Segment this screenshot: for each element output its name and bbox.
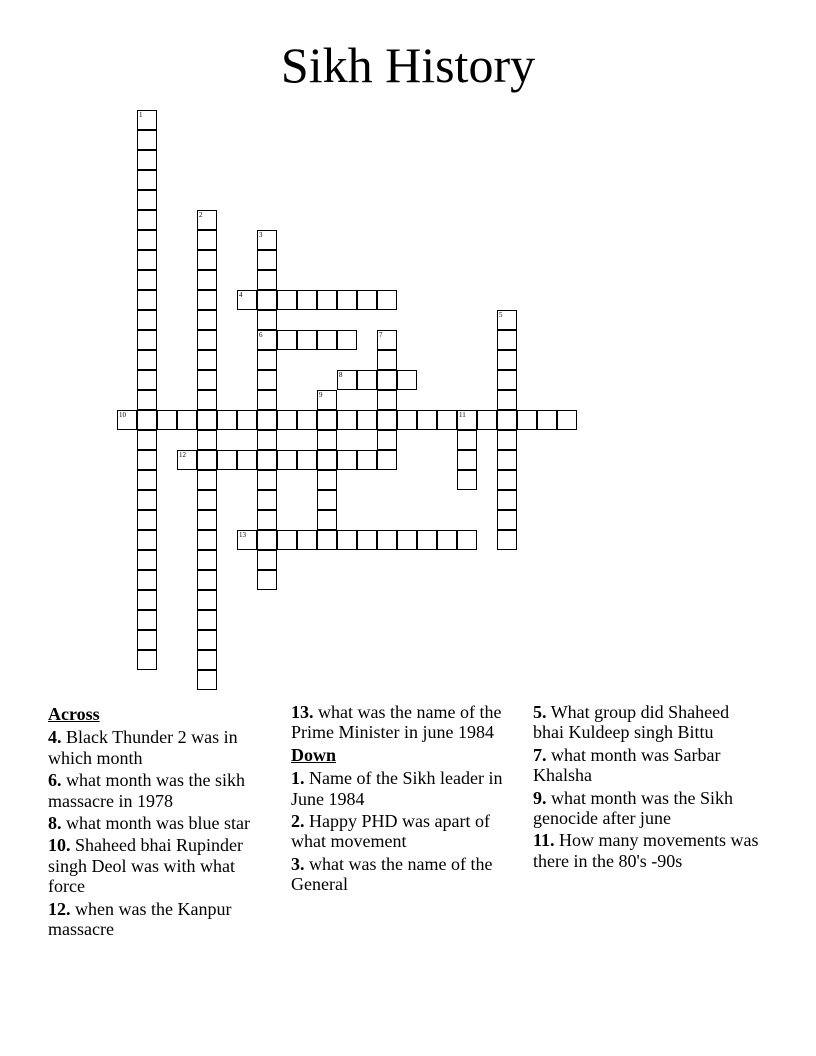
clue-item [48, 770, 276, 811]
clue-text: what month was the Sikh genocide after june [533, 787, 733, 829]
grid-cell[interactable] [457, 450, 477, 470]
grid-cell[interactable] [257, 270, 277, 290]
grid-cell[interactable] [197, 650, 217, 670]
grid-cell[interactable] [257, 310, 277, 330]
clue-text: what month was Sarbar Khalsha [533, 744, 721, 786]
grid-cell[interactable] [277, 450, 297, 470]
grid-cell[interactable] [497, 310, 517, 330]
grid-cell[interactable] [137, 250, 157, 270]
grid-cell[interactable] [257, 450, 277, 470]
clues-column-3 [533, 702, 761, 873]
grid-cell[interactable] [357, 370, 377, 390]
clue-text: what was the name of the General [291, 853, 493, 895]
grid-cell[interactable] [497, 490, 517, 510]
grid-cell[interactable] [197, 530, 217, 550]
grid-cell[interactable] [317, 450, 337, 470]
clue-text: Shaheed bhai Rupinder singh Deol was with what force [48, 835, 243, 897]
grid-cell[interactable] [137, 230, 157, 250]
clue-text: Black Thunder 2 was in which month [48, 727, 238, 768]
grid-cell[interactable] [137, 350, 157, 370]
grid-cell[interactable] [237, 290, 257, 310]
grid-cell[interactable] [197, 450, 217, 470]
grid-cell[interactable] [257, 390, 277, 410]
grid-cell[interactable] [377, 350, 397, 370]
grid-cell[interactable] [357, 530, 377, 550]
grid-cell[interactable] [317, 430, 337, 450]
clue-number-label: 6 [259, 331, 263, 339]
clue-number-label: 1 [139, 111, 143, 119]
grid-cell[interactable] [137, 610, 157, 630]
grid-cell[interactable] [137, 450, 157, 470]
clue-number-label: 7 [379, 331, 383, 339]
grid-cell[interactable] [137, 130, 157, 150]
grid-cell[interactable] [197, 630, 217, 650]
grid-cell[interactable] [137, 290, 157, 310]
grid-cell[interactable] [197, 670, 217, 690]
grid-cell[interactable] [137, 490, 157, 510]
grid-cell[interactable] [137, 270, 157, 290]
grid-cell[interactable] [277, 530, 297, 550]
clue-item [533, 745, 761, 786]
grid-cell[interactable] [497, 430, 517, 450]
clue-item [48, 899, 276, 940]
grid-cell[interactable] [257, 370, 277, 390]
grid-cell[interactable] [197, 230, 217, 250]
grid-cell[interactable] [237, 530, 257, 550]
grid-cell[interactable] [237, 410, 257, 430]
grid-cell[interactable] [357, 290, 377, 310]
grid-cell[interactable] [137, 150, 157, 170]
grid-cell[interactable] [377, 390, 397, 410]
clue-number-label: 11 [459, 411, 466, 419]
grid-cell[interactable] [257, 530, 277, 550]
grid-cell[interactable] [377, 370, 397, 390]
clue-number-label: 8 [339, 371, 343, 379]
clue-number-label: 9 [319, 391, 323, 399]
grid-cell[interactable] [257, 430, 277, 450]
grid-cell[interactable] [337, 410, 357, 430]
clue-number: 12. [48, 898, 71, 919]
grid-cell[interactable] [137, 390, 157, 410]
grid-cell[interactable] [337, 370, 357, 390]
grid-cell[interactable] [377, 530, 397, 550]
grid-cell[interactable] [377, 410, 397, 430]
grid-cell[interactable] [497, 390, 517, 410]
grid-cell[interactable] [277, 410, 297, 430]
clue-number: 11. [533, 830, 555, 851]
clue-number: 13. [291, 702, 314, 722]
grid-cell[interactable] [137, 550, 157, 570]
grid-cell[interactable] [337, 530, 357, 550]
clue-number-label: 3 [259, 231, 263, 239]
clue-text: How many movements was there in the 80's -90s [533, 830, 759, 871]
grid-cell[interactable] [357, 410, 377, 430]
grid-cell[interactable] [257, 470, 277, 490]
clue-number: 5. [533, 702, 547, 722]
grid-cell[interactable] [257, 230, 277, 250]
grid-cell[interactable] [137, 170, 157, 190]
grid-cell[interactable] [257, 570, 277, 590]
grid-cell[interactable] [317, 410, 337, 430]
clue-text: Name of the Sikh leader in June 1984 [291, 768, 503, 809]
grid-cell[interactable] [137, 190, 157, 210]
grid-cell[interactable] [197, 290, 217, 310]
clue-number: 10. [48, 835, 71, 856]
clue-number: 7. [533, 744, 547, 765]
clue-section-heading: Down [291, 744, 337, 765]
clue-text: what month was the sikh massacre in 1978 [48, 770, 245, 811]
grid-cell[interactable] [397, 530, 417, 550]
clue-item [533, 788, 761, 829]
grid-cell[interactable] [377, 290, 397, 310]
grid-cell[interactable] [497, 370, 517, 390]
grid-cell[interactable] [497, 450, 517, 470]
clues-column-1 [48, 702, 276, 941]
grid-cell[interactable] [317, 490, 337, 510]
clue-number: 3. [291, 853, 305, 874]
grid-cell[interactable] [417, 410, 437, 430]
grid-cell[interactable] [297, 410, 317, 430]
grid-cell[interactable] [457, 470, 477, 490]
clue-number-label: 5 [499, 311, 503, 319]
clue-item [48, 813, 276, 833]
grid-cell[interactable] [197, 210, 217, 230]
grid-cell[interactable] [197, 410, 217, 430]
grid-cell[interactable] [257, 490, 277, 510]
grid-cell[interactable] [317, 290, 337, 310]
grid-cell[interactable] [137, 210, 157, 230]
grid-cell[interactable] [317, 330, 337, 350]
clue-number: 9. [533, 787, 547, 808]
grid-cell[interactable] [277, 290, 297, 310]
grid-cell[interactable] [297, 290, 317, 310]
grid-cell[interactable] [297, 450, 317, 470]
grid-cell[interactable] [257, 290, 277, 310]
grid-cell[interactable] [197, 470, 217, 490]
grid-cell[interactable] [257, 350, 277, 370]
grid-cell[interactable] [377, 450, 397, 470]
grid-cell[interactable] [517, 410, 537, 430]
clue-number: 8. [48, 813, 62, 834]
grid-cell[interactable] [197, 330, 217, 350]
clue-number: 1. [291, 768, 305, 789]
grid-cell[interactable] [257, 550, 277, 570]
grid-cell[interactable] [497, 530, 517, 550]
clue-number-label: 2 [199, 211, 203, 219]
grid-cell[interactable] [197, 490, 217, 510]
puzzle-title: Sikh History [280, 37, 536, 93]
grid-cell[interactable] [237, 450, 257, 470]
grid-cell[interactable] [177, 450, 197, 470]
grid-cell[interactable] [337, 330, 357, 350]
grid-cell[interactable] [197, 570, 217, 590]
grid-cell[interactable] [297, 530, 317, 550]
grid-cell[interactable] [397, 370, 417, 390]
grid-cell[interactable] [137, 430, 157, 450]
clue-number-label: 13 [239, 531, 246, 539]
grid-cell[interactable] [197, 270, 217, 290]
grid-cell[interactable] [137, 530, 157, 550]
grid-cell[interactable] [397, 410, 417, 430]
grid-cell[interactable] [137, 470, 157, 490]
grid-cell[interactable] [437, 410, 457, 430]
clue-text: when was the Kanpur massacre [48, 898, 232, 940]
grid-cell[interactable] [197, 350, 217, 370]
grid-cell[interactable] [437, 530, 457, 550]
clue-number: 4. [48, 727, 62, 748]
grid-cell[interactable] [197, 430, 217, 450]
grid-cell[interactable] [337, 450, 357, 470]
grid-cell[interactable] [137, 370, 157, 390]
grid-cell[interactable] [197, 610, 217, 630]
grid-cell[interactable] [137, 650, 157, 670]
grid-cell[interactable] [497, 470, 517, 490]
grid-cell[interactable] [377, 430, 397, 450]
clue-item [291, 854, 519, 895]
clue-item [48, 727, 276, 768]
grid-cell[interactable] [557, 410, 577, 430]
grid-cell[interactable] [217, 410, 237, 430]
grid-cell[interactable] [457, 430, 477, 450]
grid-cell[interactable] [257, 510, 277, 530]
clue-text: Happy PHD was apart of what movement [291, 811, 490, 852]
grid-cell[interactable] [497, 510, 517, 530]
grid-cell[interactable] [357, 450, 377, 470]
clue-item [291, 811, 519, 852]
clue-number: 6. [48, 770, 62, 791]
clue-item [533, 702, 761, 743]
grid-cell[interactable] [157, 410, 177, 430]
clue-number-label: 12 [179, 451, 186, 459]
clue-item [291, 702, 519, 743]
grid-cell[interactable] [137, 510, 157, 530]
clue-text: What group did Shaheed bhai Kuldeep singh Bittu [533, 702, 730, 743]
grid-cell[interactable] [337, 290, 357, 310]
grid-cell[interactable] [197, 250, 217, 270]
clue-section-heading: Across [48, 704, 100, 724]
clue-item [48, 835, 276, 896]
grid-cell[interactable] [377, 330, 397, 350]
grid-cell[interactable] [137, 410, 157, 430]
grid-cell[interactable] [257, 330, 277, 350]
grid-cell[interactable] [317, 510, 337, 530]
grid-cell[interactable] [197, 370, 217, 390]
grid-cell[interactable] [297, 330, 317, 350]
grid-cell[interactable] [277, 330, 297, 350]
grid-cell[interactable] [317, 470, 337, 490]
grid-cell[interactable] [497, 350, 517, 370]
grid-cell[interactable] [137, 310, 157, 330]
grid-cell[interactable] [497, 410, 517, 430]
grid-cell[interactable] [317, 390, 337, 410]
grid-cell[interactable] [177, 410, 197, 430]
grid-cell[interactable] [197, 550, 217, 570]
clue-item [533, 830, 761, 871]
grid-cell[interactable] [197, 590, 217, 610]
clue-number: 2. [291, 811, 305, 832]
grid-cell[interactable] [477, 410, 497, 430]
grid-cell[interactable] [257, 410, 277, 430]
grid-cell[interactable] [317, 530, 337, 550]
grid-cell[interactable] [457, 530, 477, 550]
clues-column-2 [291, 702, 519, 897]
grid-cell[interactable] [217, 450, 237, 470]
clue-text: what month was blue star [66, 813, 250, 834]
grid-cell[interactable] [137, 570, 157, 590]
clue-text: what was the name of the Prime Minister in june 1984 [291, 702, 502, 743]
grid-cell[interactable] [137, 110, 157, 130]
grid-cell[interactable] [257, 250, 277, 270]
grid-cell[interactable] [537, 410, 557, 430]
grid-cell[interactable] [417, 530, 437, 550]
grid-cell[interactable] [117, 410, 137, 430]
grid-cell[interactable] [197, 510, 217, 530]
grid-cell[interactable] [137, 330, 157, 350]
grid-cell[interactable] [497, 330, 517, 350]
grid-cell[interactable] [457, 410, 477, 430]
grid-cell[interactable] [197, 310, 217, 330]
grid-cell[interactable] [197, 390, 217, 410]
clue-number-label: 10 [119, 411, 126, 419]
grid-cell[interactable] [137, 590, 157, 610]
grid-cell[interactable] [137, 630, 157, 650]
clue-number-label: 4 [239, 291, 243, 299]
clue-item [291, 768, 519, 809]
